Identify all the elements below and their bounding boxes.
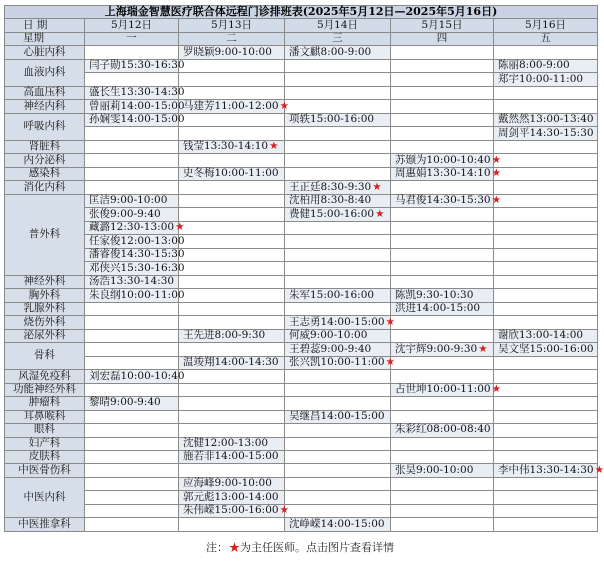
schedule-slot [494, 518, 598, 532]
table-row [5, 450, 598, 463]
weekday-row [5, 32, 598, 45]
schedule-slot [179, 410, 285, 423]
department-name: 内分泌科 [5, 154, 85, 167]
schedule-slot [494, 316, 598, 329]
schedule-slot [285, 59, 391, 72]
weekday-cell: 一 [85, 32, 179, 45]
schedule-slot [494, 289, 598, 302]
date-label: 日 期 [5, 19, 85, 32]
department-name: 功能神经外科 [5, 383, 85, 396]
department-name: 心脏内科 [5, 46, 85, 59]
schedule-slot [179, 397, 285, 410]
schedule-slot: 郑宇10:00-11:00 [494, 73, 598, 86]
table-row [5, 518, 598, 532]
footnote [0, 539, 600, 555]
schedule-slot [179, 302, 285, 315]
department-name: 感染科 [5, 167, 85, 180]
table-title: 上海瑞金智慧医疗联合体远程门诊排班表(2025年5月12日—2025年5月16日) [5, 6, 598, 19]
schedule-slot [494, 208, 598, 221]
schedule-slot [391, 208, 494, 221]
schedule-slot [285, 73, 391, 86]
table-row [5, 464, 598, 477]
schedule-slot [494, 437, 598, 450]
department-name: 泌尿外科 [5, 329, 85, 342]
schedule-slot [85, 424, 179, 437]
schedule-slot [494, 221, 598, 234]
table-row [5, 262, 598, 275]
schedule-slot [494, 275, 598, 288]
schedule-slot: 盛长生13:30-14:30 [85, 86, 179, 99]
title-row [5, 6, 598, 19]
schedule-slot [391, 86, 494, 99]
schedule-slot [491, 383, 598, 396]
schedule-slot [285, 167, 391, 180]
schedule-slot [391, 46, 494, 59]
department-name: 消化内科 [5, 181, 85, 194]
star-icon: ★ [491, 153, 501, 166]
schedule-slot [179, 235, 285, 248]
schedule-slot [285, 86, 391, 99]
star-icon: ★ [478, 342, 488, 355]
schedule-slot [85, 518, 179, 532]
schedule-slot [85, 410, 179, 423]
schedule-slot [494, 100, 598, 113]
schedule-slot [285, 235, 391, 248]
table-row [5, 73, 598, 86]
schedule-slot [285, 450, 391, 463]
table-row [5, 437, 598, 450]
department-name: 肿瘤科 [5, 397, 85, 410]
schedule-slot [179, 275, 285, 288]
schedule-slot: 沈宇辉9:00-9:30★ [391, 343, 494, 356]
schedule-slot [285, 370, 391, 383]
schedule-slot [179, 262, 285, 275]
table-row [5, 154, 598, 167]
schedule-slot [494, 140, 598, 153]
schedule-slot: 周剑平14:30-15:30 [494, 127, 598, 140]
schedule-slot [179, 289, 285, 302]
schedule-slot: 李中伟13:30-14:30★ [494, 464, 598, 477]
schedule-slot: 潘文麒8:00-9:00 [285, 46, 391, 59]
schedule-slot [285, 275, 391, 288]
schedule-slot [179, 518, 285, 532]
schedule-slot [285, 383, 391, 396]
department-name: 皮肤科 [5, 450, 85, 463]
schedule-slot: 沈峥嵘14:00-15:00 [285, 518, 391, 532]
date-cell: 5月14日 [285, 19, 391, 32]
schedule-slot: 苏颋为10:00-10:40★ [391, 154, 494, 167]
schedule-slot [494, 46, 598, 59]
schedule-slot [85, 154, 179, 167]
table-row [5, 248, 598, 261]
table-row [5, 59, 598, 72]
schedule-slot [391, 329, 494, 342]
star-icon: ★ [269, 140, 279, 153]
table-row [5, 46, 598, 59]
table-row [5, 504, 598, 517]
department-name: 中医推拿科 [5, 518, 85, 532]
schedule-slot [85, 491, 179, 504]
schedule-slot: 朱军15:00-16:00 [285, 289, 391, 302]
schedule-slot [494, 86, 598, 99]
table-row [5, 491, 598, 504]
schedule-slot [85, 167, 179, 180]
schedule-slot: 罗晓颖9:00-10:00 [179, 46, 285, 59]
schedule-slot [179, 127, 285, 140]
schedule-slot [285, 437, 391, 450]
schedule-slot [85, 127, 179, 140]
star-icon: ★ [594, 463, 604, 476]
department-name: 乳腺外科 [5, 302, 85, 315]
schedule-slot [494, 262, 598, 275]
department-name: 血液内科 [5, 59, 85, 86]
schedule-slot: 马君俊14:30-15:30★ [391, 194, 494, 207]
schedule-slot [494, 248, 598, 261]
star-icon: ★ [279, 99, 289, 112]
table-row [5, 275, 598, 288]
department-name: 中医骨伤科 [5, 464, 85, 477]
schedule-slot: 应海峰9:00-10:00 [179, 477, 285, 490]
department-name: 眼科 [5, 424, 85, 437]
schedule-slot: 朱良纲10:00-11:00 [85, 289, 179, 302]
table-row [5, 113, 598, 126]
schedule-slot [85, 356, 179, 369]
schedule-slot [494, 504, 598, 517]
star-icon: ★ [491, 383, 501, 395]
schedule-slot [85, 46, 179, 59]
table-row [5, 86, 598, 99]
schedule-slot [85, 181, 179, 194]
schedule-slot [179, 383, 285, 396]
table-row [5, 208, 598, 221]
star-icon: ★ [372, 180, 382, 193]
schedule-slot: 何威9:00-10:00 [285, 329, 391, 342]
schedule-slot [391, 73, 494, 86]
date-row [5, 19, 598, 32]
department-name: 风湿免疫科 [5, 370, 85, 383]
schedule-slot [285, 491, 391, 504]
table-row [5, 329, 598, 342]
schedule-slot [179, 464, 285, 477]
star-icon: ★ [385, 315, 395, 328]
table-row [5, 302, 598, 315]
schedule-slot: 王碧蕊9:00-9:40 [285, 343, 391, 356]
schedule-slot [391, 477, 494, 490]
schedule-slot [391, 127, 494, 140]
schedule-slot [85, 437, 179, 450]
schedule-slot [491, 167, 598, 180]
weekday-cell: 二 [179, 32, 285, 45]
schedule-slot [179, 154, 285, 167]
schedule-slot [391, 450, 494, 463]
schedule-slot [85, 477, 179, 490]
department-name: 高血压科 [5, 86, 85, 99]
table-row [5, 370, 598, 383]
schedule-slot [494, 235, 598, 248]
star-icon: ★ [375, 207, 385, 220]
schedule-slot [179, 370, 285, 383]
schedule-slot [494, 302, 598, 315]
weekday-cell: 五 [494, 32, 598, 45]
schedule-slot: 吴继昌14:00-15:00 [285, 410, 391, 423]
schedule-slot [494, 181, 598, 194]
schedule-slot: 吴文坚15:00-16:00 [494, 343, 598, 356]
star-icon: ★ [491, 167, 501, 180]
schedule-slot [85, 383, 179, 396]
schedule-slot [85, 450, 179, 463]
schedule-slot: 谢欣13:00-14:00 [494, 329, 598, 342]
table-row [5, 140, 598, 153]
schedule-slot: 王先进8:00-9:30 [179, 329, 285, 342]
schedule-slot [179, 424, 285, 437]
schedule-slot [285, 397, 391, 410]
department-name: 烧伤外科 [5, 316, 85, 329]
department-name: 肾脏科 [5, 140, 85, 153]
schedule-slot: 孙娴雯14:00-15:00 [85, 113, 179, 126]
schedule-slot [285, 504, 391, 517]
schedule-slot: 张兴凯10:00-11:00★ [285, 356, 391, 369]
table-row [5, 343, 598, 356]
table-row [5, 194, 598, 207]
schedule-slot [285, 302, 391, 315]
table-row [5, 397, 598, 410]
schedule-slot [285, 221, 391, 234]
schedule-slot [285, 140, 391, 153]
table-row [5, 410, 598, 423]
schedule-slot: 洪进14:00-15:00 [391, 302, 494, 315]
schedule-slot [85, 343, 179, 356]
schedule-slot [391, 248, 494, 261]
table-row [5, 221, 598, 234]
schedule-slot: 刘宏磊10:00-10:40 [85, 370, 179, 383]
schedule-slot: 占世坤10:00-11:00★ [391, 383, 494, 396]
schedule-slot [179, 86, 285, 99]
schedule-slot: 匡洁9:00-10:00 [85, 194, 179, 207]
schedule-slot [285, 477, 391, 490]
schedule-slot [179, 194, 285, 207]
schedule-slot: 潘睿俊14:30-15:30 [85, 248, 179, 261]
star-icon: ★ [279, 504, 289, 517]
schedule-slot: 黎晴9:00-9:40 [85, 397, 179, 410]
schedule-slot: 温竣翔14:00-14:30 [179, 356, 285, 369]
table-row [5, 316, 598, 329]
schedule-slot [391, 262, 494, 275]
schedule-slot [179, 113, 285, 126]
department-name: 妇产科 [5, 437, 85, 450]
schedule-slot [391, 410, 494, 423]
schedule-slot: 朱伟嵘15:00-16:00★ [179, 504, 285, 517]
table-row [5, 289, 598, 302]
schedule-slot [391, 437, 494, 450]
star-icon: ★ [229, 541, 240, 554]
schedule-slot [494, 477, 598, 490]
schedule-slot: 张俊9:00-9:40 [85, 208, 179, 221]
schedule-slot: 陈丽8:00-9:00 [494, 59, 598, 72]
schedule-slot: 陈凯9:30-10:30 [391, 289, 494, 302]
schedule-slot: 闫子勋15:30-16:30 [85, 59, 179, 72]
schedule-slot: 朱彩红08:00-08:40 [391, 424, 494, 437]
star-icon: ★ [385, 356, 395, 369]
table-row [5, 235, 598, 248]
schedule-slot: 项轶15:00-16:00 [285, 113, 391, 126]
schedule-slot [85, 504, 179, 517]
date-cell: 5月16日 [494, 19, 598, 32]
schedule-slot: 曾丽莉14:00-15:00 [85, 100, 179, 113]
date-cell: 5月12日 [85, 19, 179, 32]
schedule-table [4, 5, 604, 532]
schedule-slot [391, 221, 494, 234]
schedule-slot [391, 491, 494, 504]
table-row [5, 356, 598, 369]
schedule-slot [494, 450, 598, 463]
schedule-slot [494, 410, 598, 423]
schedule-slot: 藏潞12:30-13:00★ [85, 221, 179, 234]
schedule-slot [391, 370, 494, 383]
schedule-slot [491, 194, 598, 207]
schedule-slot: 钱莹13:30-14:10★ [179, 140, 285, 153]
schedule-slot [391, 397, 494, 410]
schedule-slot [179, 181, 285, 194]
star-icon: ★ [491, 194, 501, 207]
schedule-slot: 周惠娟13:30-14:10★ [391, 167, 494, 180]
schedule-slot: 沈柏用8:30-8:40 [285, 194, 391, 207]
table-row [5, 383, 598, 396]
schedule-slot [85, 302, 179, 315]
weekday-cell: 四 [391, 32, 494, 45]
schedule-slot [391, 100, 494, 113]
schedule-slot: 邓侠兴15:30-16:30 [85, 262, 179, 275]
schedule-slot [285, 100, 391, 113]
schedule-slot: 王志勇14:00-15:00★ [285, 316, 391, 329]
schedule-slot [494, 424, 598, 437]
department-name: 中医内科 [5, 477, 85, 517]
table-row [5, 167, 598, 180]
schedule-slot [85, 464, 179, 477]
schedule-slot: 汤浩13:30-14:30 [85, 275, 179, 288]
table-row [5, 477, 598, 490]
schedule-slot [494, 356, 598, 369]
schedule-slot [285, 127, 391, 140]
schedule-slot [85, 140, 179, 153]
schedule-slot [179, 221, 285, 234]
schedule-slot [391, 140, 494, 153]
schedule-slot: 张昊9:00-10:00 [391, 464, 494, 477]
schedule-slot: 费健15:00-16:00★ [285, 208, 391, 221]
schedule-slot [391, 275, 494, 288]
department-name: 呼吸内科 [5, 113, 85, 140]
department-name: 骨科 [5, 343, 85, 370]
schedule-slot [285, 464, 391, 477]
department-name: 普外科 [5, 194, 85, 275]
schedule-slot [494, 370, 598, 383]
schedule-slot: 施若非14:00-15:00 [179, 450, 285, 463]
schedule-slot: 戴然然13:00-13:40 [494, 113, 598, 126]
department-name: 胸外科 [5, 289, 85, 302]
schedule-slot [179, 59, 285, 72]
schedule-slot: 史冬梅10:00-11:00 [179, 167, 285, 180]
date-cell: 5月15日 [391, 19, 494, 32]
footnote-text: 为主任医师。点击图片查看详情 [240, 541, 394, 554]
table-row [5, 100, 598, 113]
schedule-slot [391, 59, 494, 72]
schedule-slot [285, 154, 391, 167]
schedule-slot [391, 356, 494, 369]
department-name: 神经外科 [5, 275, 85, 288]
schedule-slot [179, 316, 285, 329]
schedule-slot [179, 208, 285, 221]
schedule-slot [494, 397, 598, 410]
schedule-slot [391, 181, 494, 194]
table-row [5, 424, 598, 437]
schedule-slot [179, 343, 285, 356]
schedule-slot: 王正廷8:30-9:30★ [285, 181, 391, 194]
schedule-slot [179, 248, 285, 261]
schedule-slot [285, 262, 391, 275]
schedule-slot [391, 518, 494, 532]
department-name: 神经内科 [5, 100, 85, 113]
schedule-slot [85, 73, 179, 86]
date-cell: 5月13日 [179, 19, 285, 32]
schedule-slot: 马建芳11:00-12:00★ [179, 100, 285, 113]
department-name: 耳鼻喉科 [5, 410, 85, 423]
schedule-slot [285, 248, 391, 261]
schedule-slot [391, 504, 494, 517]
schedule-slot: 沈健12:00-13:00 [179, 437, 285, 450]
schedule-slot [391, 316, 494, 329]
schedule-slot [494, 491, 598, 504]
schedule-slot [491, 153, 598, 167]
table-row [5, 127, 598, 140]
weekday-cell: 三 [285, 32, 391, 45]
schedule-slot: 郭元彪13:00-14:00 [179, 491, 285, 504]
schedule-slot [179, 73, 285, 86]
schedule-slot [85, 329, 179, 342]
schedule-slot [285, 424, 391, 437]
star-icon: ★ [175, 221, 185, 234]
footnote-prefix: 注： [206, 541, 228, 554]
table-row [5, 181, 598, 194]
schedule-slot [391, 235, 494, 248]
weekday-label: 星期 [5, 32, 85, 45]
schedule-slot [85, 316, 179, 329]
schedule-slot [391, 113, 494, 126]
schedule-slot: 任家俊12:00-13:00 [85, 235, 179, 248]
